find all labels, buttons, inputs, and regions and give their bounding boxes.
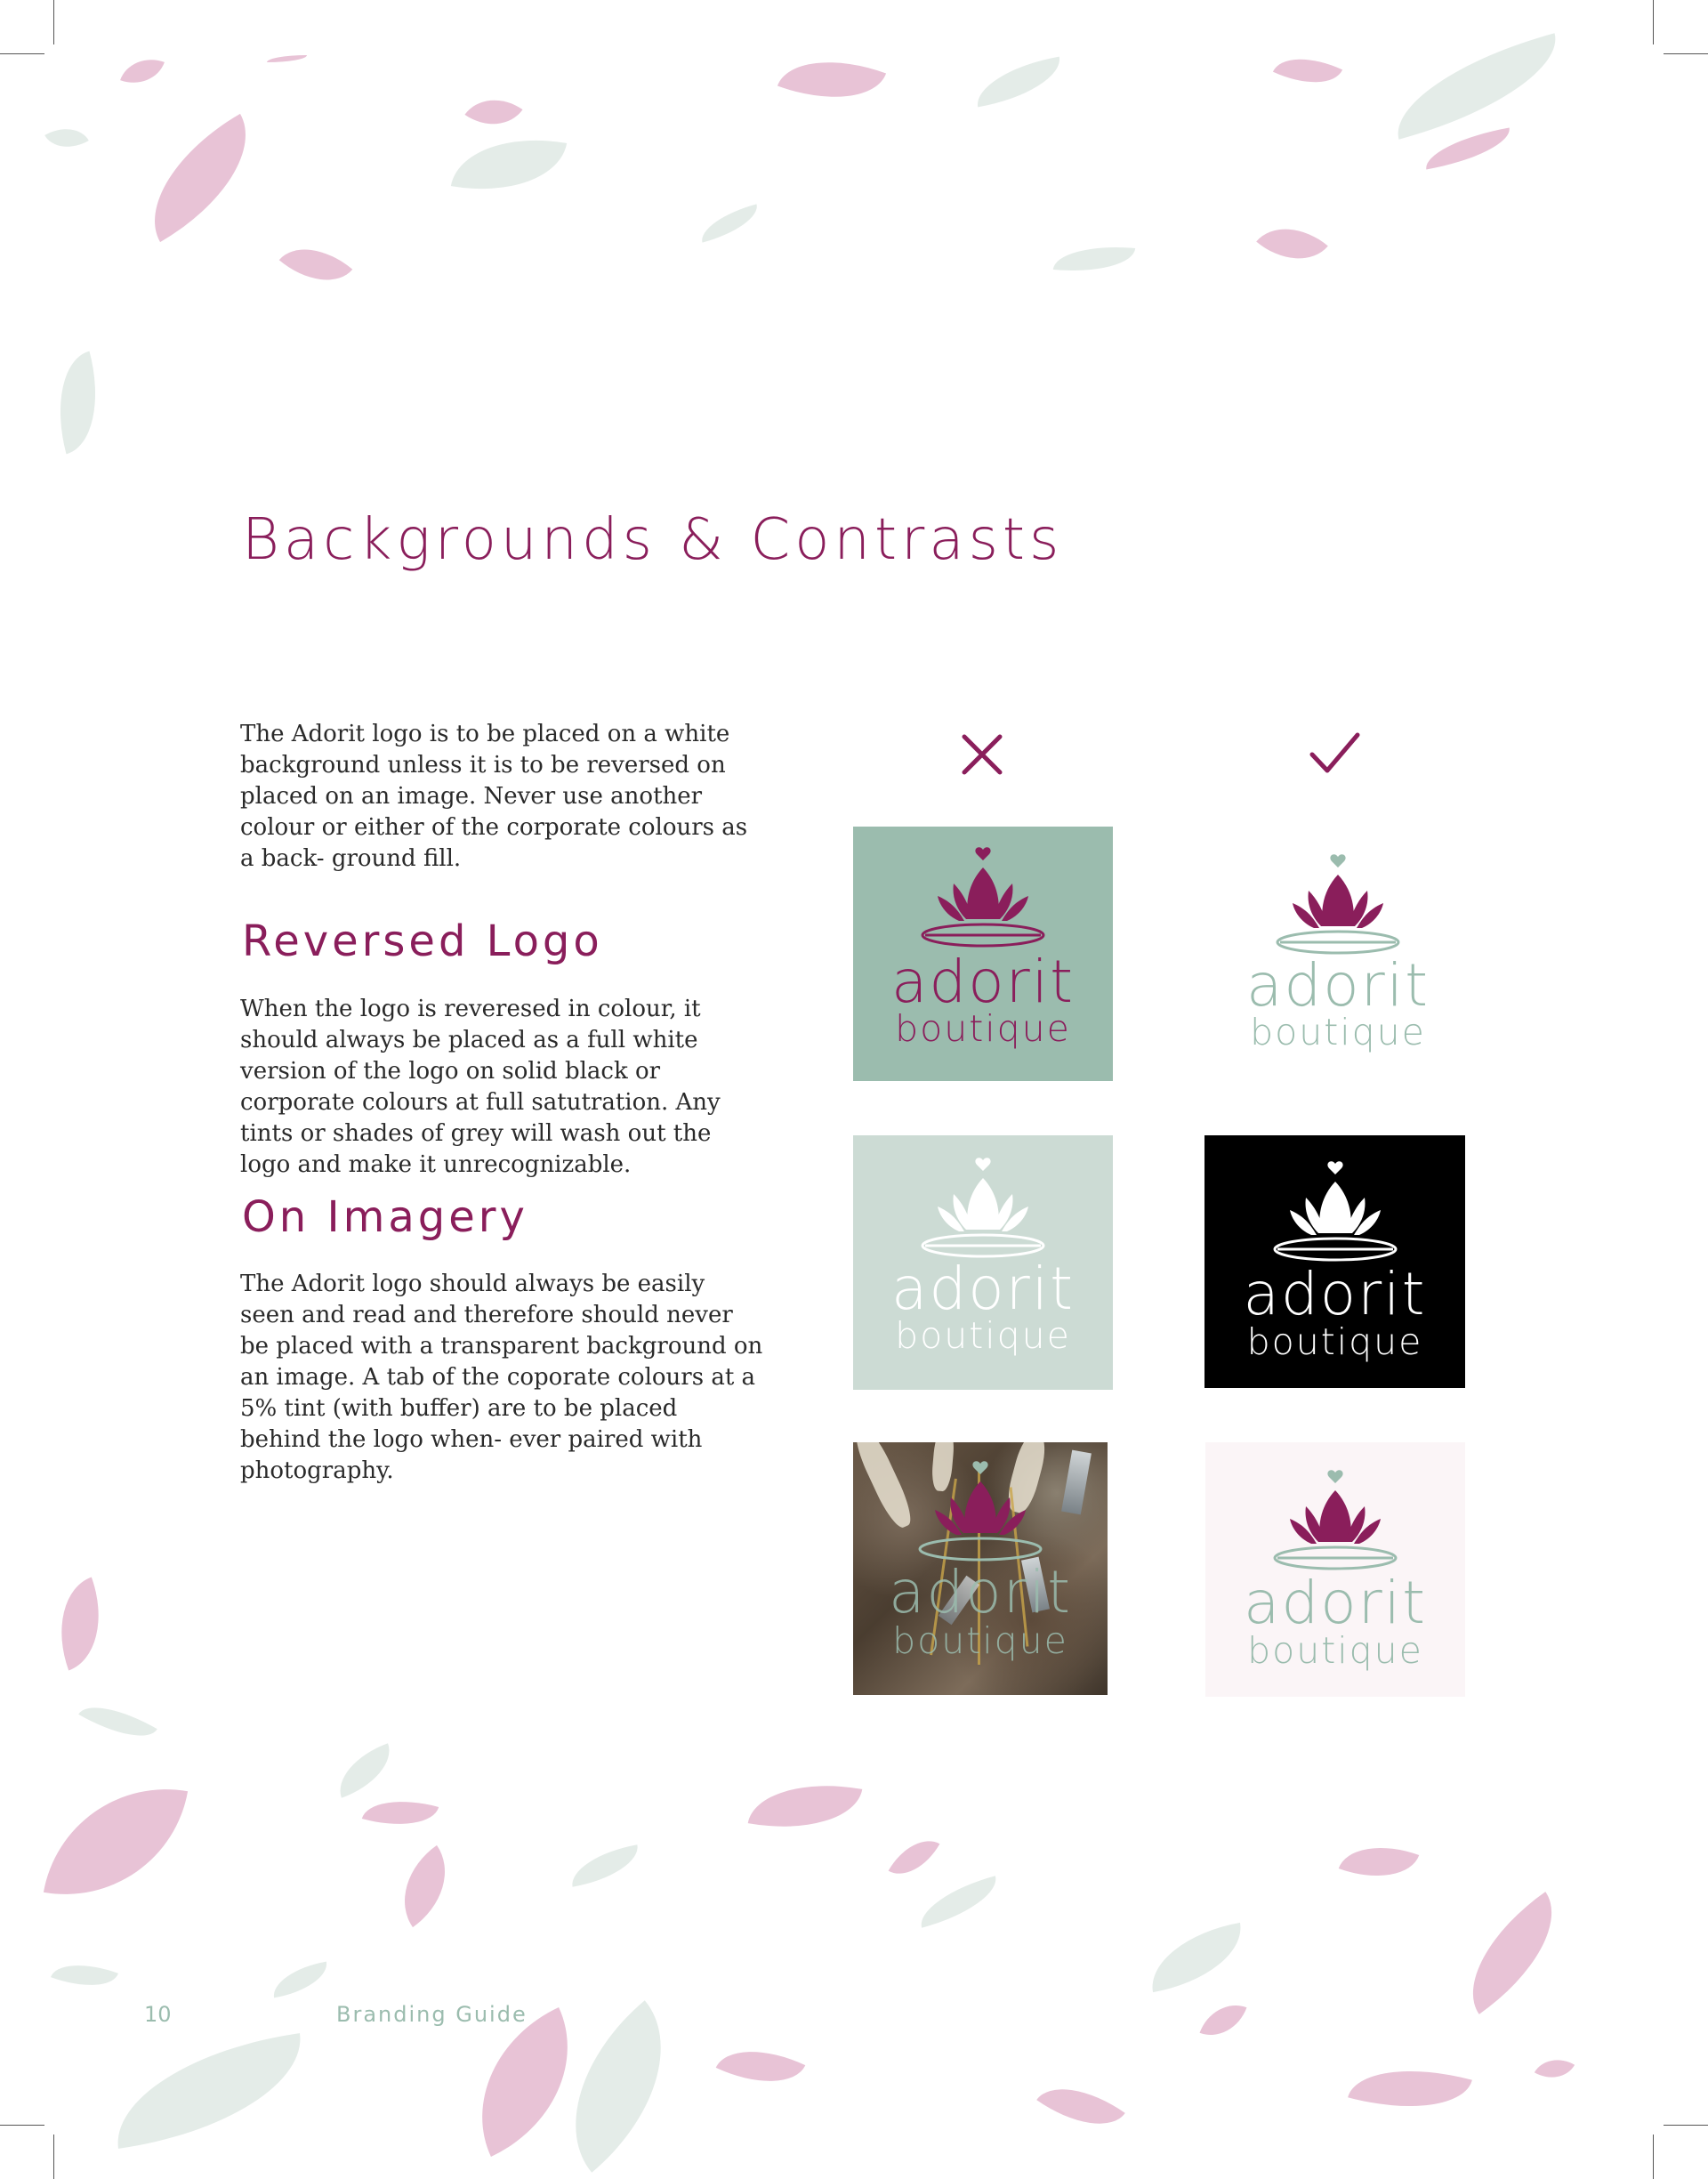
logo-wordmark-boutique: boutique xyxy=(895,1007,1071,1050)
check-icon xyxy=(1308,728,1361,781)
logo-wordmark-boutique: boutique xyxy=(1247,1629,1423,1672)
logo-wordmark-adorit: adorit xyxy=(888,1558,1073,1626)
logo-example-incorrect-mint-background xyxy=(853,827,1113,1081)
logo-example-correct-black-background xyxy=(1204,1135,1465,1388)
crop-mark xyxy=(1653,0,1654,44)
logo-wordmark-adorit: adorit xyxy=(890,948,1076,1016)
crop-mark xyxy=(1664,53,1708,54)
logo-wordmark-boutique: boutique xyxy=(1246,1320,1423,1363)
logo-example-correct-white-background xyxy=(1208,827,1468,1081)
logo xyxy=(853,827,1113,1081)
logo xyxy=(1204,1135,1465,1388)
page-title: Backgrounds & Contrasts xyxy=(242,507,1064,573)
cross-icon xyxy=(955,728,1009,781)
logo-wordmark-adorit: adorit xyxy=(1245,951,1430,1020)
intro-paragraph: The Adorit logo is to be placed on a white background unless it is to be reversed on placed on an image. Never use another colour or either of the corporate colours as a back- ground fill. xyxy=(240,721,748,872)
section-body-reversed-logo: When the logo is reveresed in colour, it should always be placed as a full white version of the logo on solid black or corporate colours at full satutration. Any tints or shades of grey will wash out the logo and make it unrecognizable. xyxy=(240,996,721,1178)
logo xyxy=(1205,1442,1465,1697)
crop-mark xyxy=(53,0,54,44)
crop-mark xyxy=(53,2135,54,2179)
logo-wordmark-adorit: adorit xyxy=(890,1255,1076,1323)
section-heading-on-imagery: On Imagery xyxy=(242,1192,528,1242)
logo-wordmark-boutique: boutique xyxy=(895,1314,1071,1357)
lotus-icon xyxy=(1269,1469,1402,1585)
logo-wordmark-adorit: adorit xyxy=(1243,1260,1427,1328)
logo-wordmark-boutique: boutique xyxy=(1250,1011,1426,1053)
logo xyxy=(853,1442,1108,1695)
lotus-icon xyxy=(1269,1160,1402,1276)
logo-wordmark-boutique: boutique xyxy=(892,1619,1068,1662)
logo-wordmark-adorit: adorit xyxy=(1243,1569,1428,1637)
logo-example-incorrect-photo-background xyxy=(853,1442,1108,1695)
logo xyxy=(853,1135,1113,1390)
logo xyxy=(1208,827,1468,1081)
section-heading-reversed-logo: Reversed Logo xyxy=(242,916,603,966)
crop-mark xyxy=(1653,2135,1654,2179)
logo-example-incorrect-tint-background xyxy=(853,1135,1113,1390)
crop-mark xyxy=(0,2125,44,2126)
crop-mark xyxy=(1664,2125,1708,2126)
lotus-icon xyxy=(916,846,1050,962)
crop-mark xyxy=(0,53,44,54)
page-number: 10 xyxy=(144,2002,172,2027)
logo-example-correct-tint-tab xyxy=(1205,1442,1465,1697)
footer-document-title: Branding Guide xyxy=(336,2002,528,2027)
section-body-on-imagery: The Adorit logo should always be easily seen and read and therefore should never be placed with a transparent background on an image. A tab of the coporate colours at a 5% tint (with buffer) are to be placed behind the logo when- ever paired with photography. xyxy=(240,1271,763,1484)
